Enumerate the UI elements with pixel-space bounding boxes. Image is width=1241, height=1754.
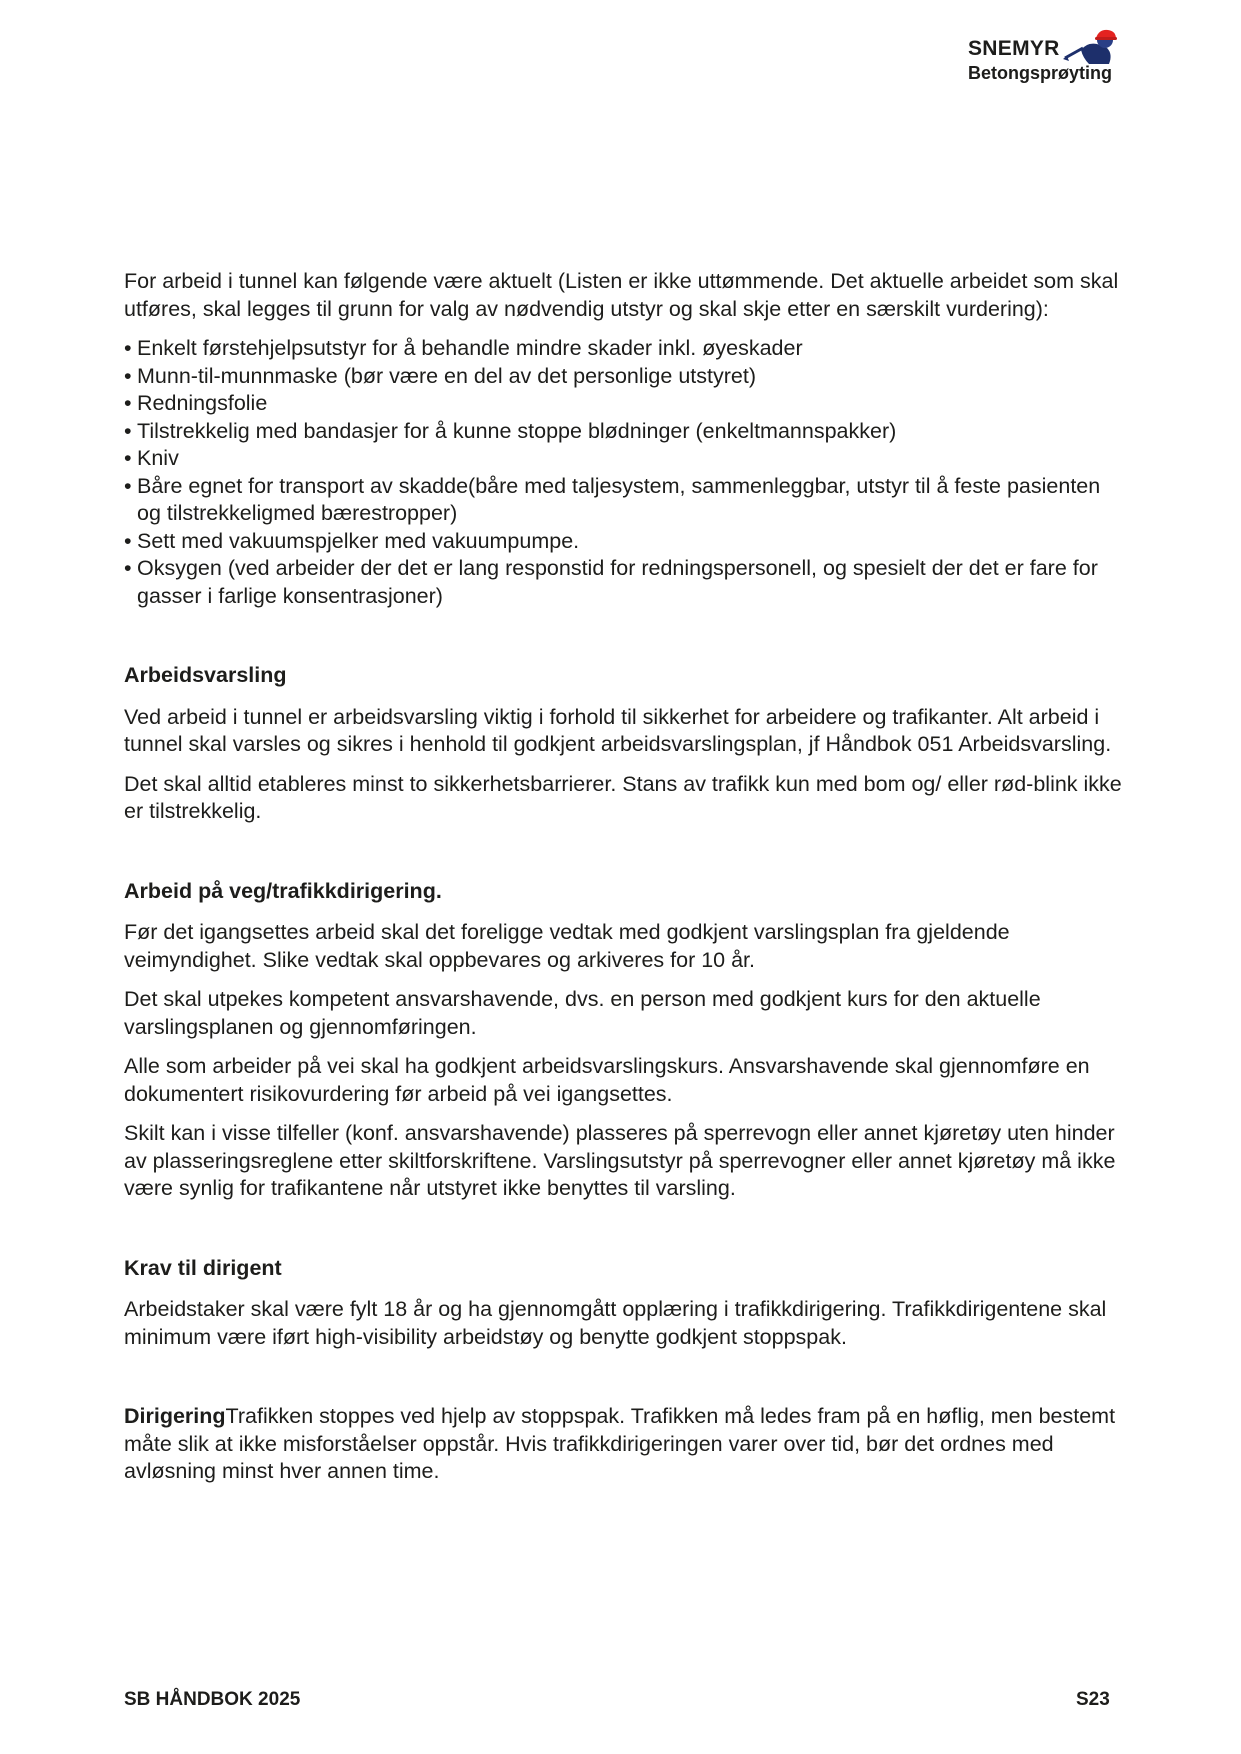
section-heading: Arbeidsvarsling — [124, 663, 287, 687]
paragraph — [124, 1403, 1124, 1486]
company-logo — [968, 26, 1128, 94]
worker-mascot-icon — [1063, 28, 1121, 68]
logo-subtitle: Betongsprøyting — [968, 63, 1112, 83]
list-item: • Munn-til-munnmaske (bør være en del av det personlige utstyret) — [124, 363, 1124, 391]
page-number: S23 — [1076, 1689, 1110, 1710]
list-item: • Båre egnet for transport av skadde(båre med taljesystem, sammenleggbar, utstyr til å feste pasienten og tilstrekkeligmed bærestropper) — [124, 473, 1124, 528]
paragraph: Ved arbeid i tunnel er arbeidsvarsling viktig i forhold til sikkerhet for arbeidere og trafikanter. Alt arbeid i tunnel skal varsles og sikres i henhold til godkjent arbeidsvarslingsplan, jf Håndbok 051 Arbeidsvarsling. — [124, 704, 1112, 756]
paragraph: Alle som arbeider på vei skal ha godkjent arbeidsvarslingskurs. Ansvarshavende skal gjennomføre en dokumentert risikovurdering før arbeid på vei igangsettes. — [124, 1054, 1090, 1106]
list-item: • Kniv — [124, 445, 1124, 473]
list-item: • Sett med vakuumspjelker med vakuumpumpe. — [124, 528, 1124, 556]
paragraph: Skilt kan i visse tilfeller (konf. ansvarshavende) plasseres på sperrevogn eller annet kjøretøy uten hinder av plasseringsreglene etter skiltforskriftene. Varslingsutstyr på sperrevogner eller annet kjøretøy må ikke være synlig for trafikantene når utstyret ikke benyttes til varsling. — [124, 1121, 1116, 1200]
section-dirigering — [124, 1403, 1124, 1486]
paragraph: Før det igangsettes arbeid skal det foreligge vedtak med godkjent varslingsplan fra gjeldende veimyndighet. Slike vedtak skal oppbevares og arkiveres for 10 år. — [124, 920, 1010, 972]
logo-wordmark: SNEMYR — [968, 37, 1060, 60]
section-heading: Arbeid på veg/trafikkdirigering. — [124, 878, 442, 903]
paragraph: Arbeidstaker skal være fylt 18 år og ha gjennomgått opplæring i trafikkdirigering. Trafikkdirigentene skal minimum være iført high-visibility arbeidstøy og benytte godkjent stoppspak. — [124, 1297, 1107, 1349]
page-content — [124, 268, 1124, 1498]
intro-paragraph: For arbeid i tunnel kan følgende være aktuelt (Listen er ikke uttømmende. Det aktuelle arbeidet som skal utføres, skal legges til grunn for valg av nødvendig utstyr og skal skje etter en særskilt vurdering): — [124, 269, 1119, 321]
inline-heading: Dirigering — [124, 1404, 226, 1428]
section-dirigent — [124, 1255, 1124, 1352]
list-item: • Enkelt førstehjelpsutstyr for å behandle mindre skader inkl. øyeskader — [124, 335, 1124, 363]
paragraph: Det skal utpekes kompetent ansvarshavende, dvs. en person med godkjent kurs for den aktuelle varslingsplanen og gjennomføringen. — [124, 987, 1041, 1039]
paragraph: Det skal alltid etableres minst to sikkerhetsbarrierer. Stans av trafikk kun med bom og/ eller rød-blink ikke er tilstrekkelig. — [124, 771, 1122, 823]
paragraph-text: Trafikken stoppes ved hjelp av stoppspak. Trafikken må ledes fram på en høflig, men bestemt måte slik at ikke misforståelser oppstår. Hvis trafikkdirigeringen varer over tid, bør det ordnes med avløsning minst hver annen time. — [124, 1404, 1116, 1483]
section-heading: Krav til dirigent — [124, 1255, 282, 1280]
section-veg — [124, 878, 1124, 1203]
section-arbeidsvarsling — [124, 662, 1124, 826]
equipment-list — [124, 335, 1124, 610]
list-item: • Oksygen (ved arbeider der det er lang responstid for redningspersonell, og spesielt der det er fare for gasser i farlige konsentrasjoner) — [124, 555, 1124, 610]
footer-title: SB HÅNDBOK 2025 — [124, 1689, 301, 1710]
list-item: • Tilstrekkelig med bandasjer for å kunne stoppe blødninger (enkeltmannspakker) — [124, 418, 1124, 446]
list-item: • Redningsfolie — [124, 390, 1124, 418]
